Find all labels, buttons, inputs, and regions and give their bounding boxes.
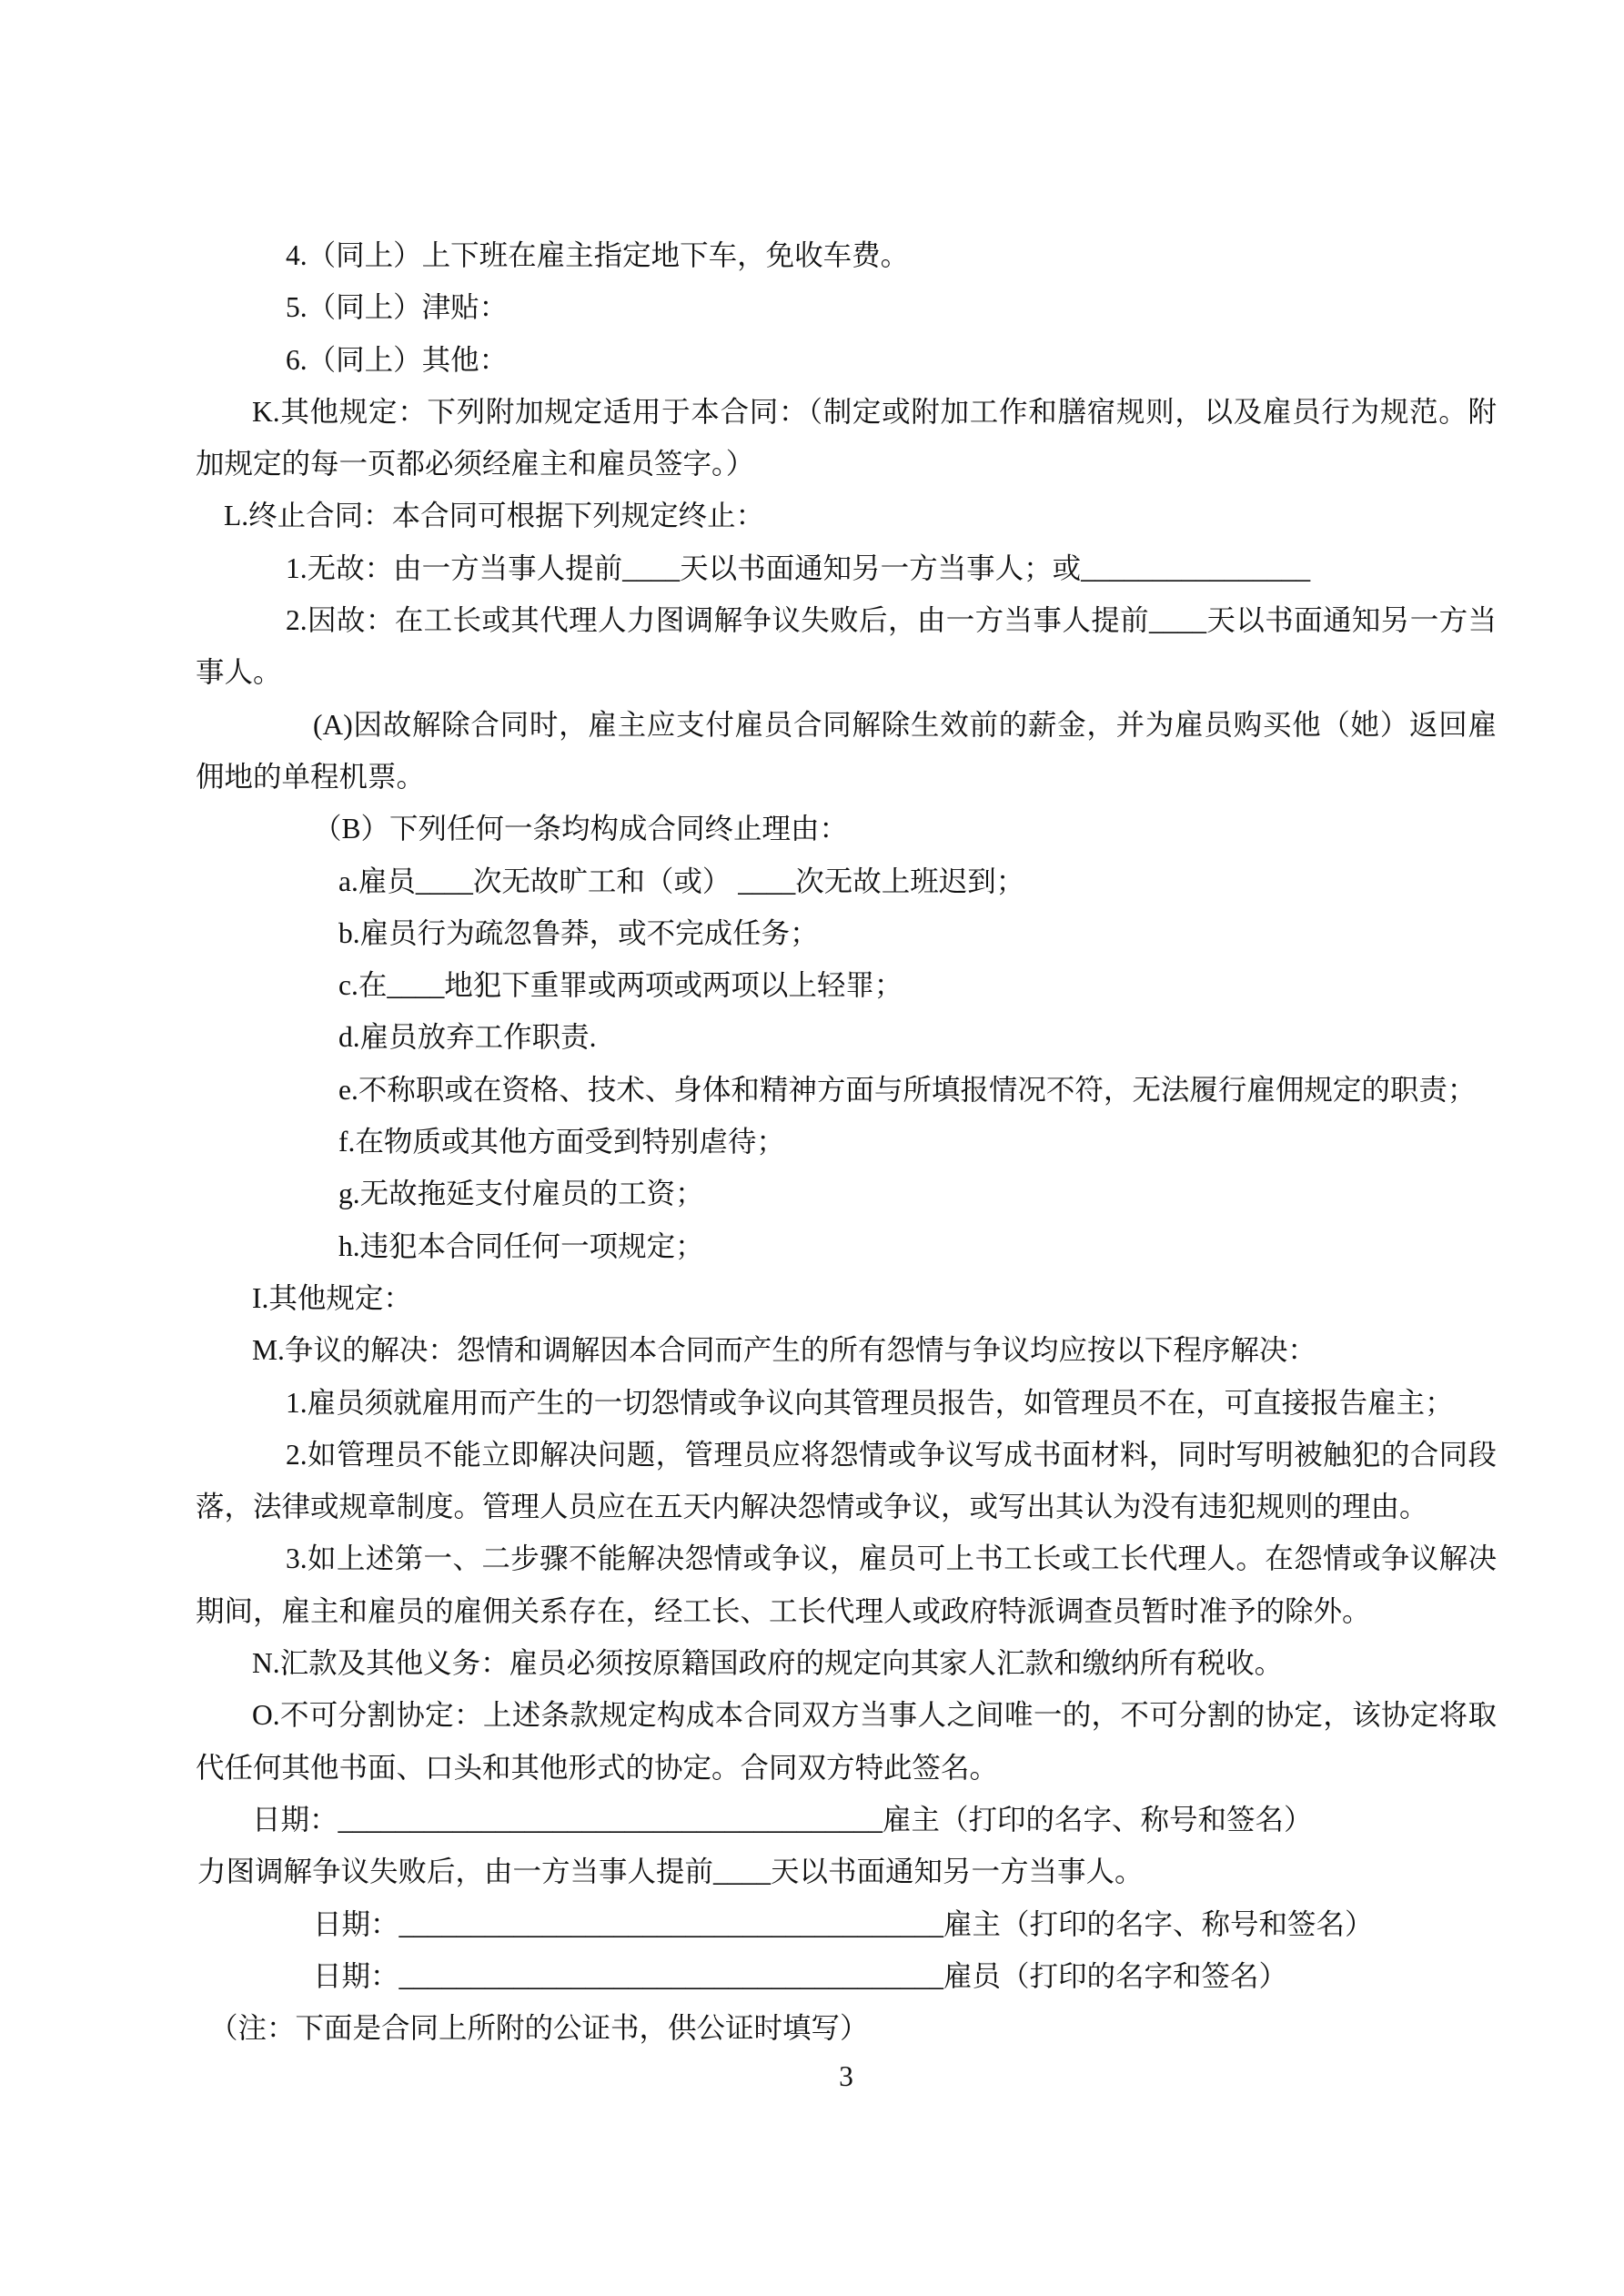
mediation-fragment: 力图调解争议失败后，由一方当事人提前____天以书面通知另一方当事人。 xyxy=(197,1856,1144,1888)
clause-m3-escalate: 3.如上述第一、二步骤不能解决怨情或争议，雇员可上书工长或工长代理人。在怨情或争议解决期间，雇主和雇员的雇佣关系存在，经工长、工长代理人或政府特派调查员暂时准予的除外。 xyxy=(196,1542,1497,1627)
clause-l2-with-cause: 2.因故：在工长或其代理人力图调解争议失败后，由一方当事人提前____天以书面通知另一方当事人。 xyxy=(196,604,1497,689)
termination-ground-c: c.在____地犯下重罪或两项或两项以上轻罪； xyxy=(338,969,903,1002)
signature-date-employee: 日期：______________________________________雇员（打印的名字和签名） xyxy=(313,1959,1288,1992)
termination-ground-d: d.雇员放弃工作职责. xyxy=(338,1021,597,1054)
termination-ground-b: b.雇员行为疏忽鲁莽，或不完成任务； xyxy=(338,916,819,949)
clause-i-other: I.其他规定： xyxy=(252,1281,412,1314)
clause-l2a-severance: (A)因故解除合同时，雇主应支付雇员合同解除生效前的薪金，并为雇员购买他（她）返回雇佣地的单程机票。 xyxy=(196,708,1497,793)
clause-5-allowance: 5.（同上）津贴： xyxy=(286,291,509,324)
clause-n-remittance: N.汇款及其他义务：雇员必须按原籍国政府的规定向其家人汇款和缴纳所有税收。 xyxy=(252,1647,1284,1680)
contract-body xyxy=(196,229,1497,2054)
termination-ground-h: h.违犯本合同任何一项规定； xyxy=(338,1229,704,1262)
notary-note: （注：下面是合同上所附的公证书，供公证时填写） xyxy=(209,2012,869,2045)
clause-o-entire-agreement: O.不可分割协定：上述条款规定构成本合同双方当事人之间唯一的，不可分割的协定，该协定将取代任何其他书面、口头和其他形式的协定。合同双方特此签名。 xyxy=(196,1699,1497,1784)
termination-ground-g: g.无故拖延支付雇员的工资； xyxy=(338,1178,704,1210)
clause-m2-written: 2.如管理员不能立即解决问题，管理员应将怨情或争议写成书面材料，同时写明被触犯的合同段落，法律或规章制度。管理人员应在五天内解决怨情或争议，或写出其认为没有违犯规则的理由。 xyxy=(196,1438,1497,1523)
clause-l-termination: L.终止合同：本合同可根据下列规定终止： xyxy=(224,500,765,532)
clause-m-disputes: M.争议的解决：怨情和调解因本合同而产生的所有怨情与争议均应按以下程序解决： xyxy=(252,1334,1316,1367)
termination-ground-f: f.在物质或其他方面受到特别虐待； xyxy=(338,1126,785,1158)
signature-date-employer-1: 日期：______________________________________雇主（打印的名字、称号和签名） xyxy=(252,1803,1313,1836)
termination-ground-a: a.雇员____次无故旷工和（或） ____次无故上班迟到； xyxy=(338,865,1025,897)
page-number: 3 xyxy=(839,2060,853,2092)
clause-6-other: 6.（同上）其他： xyxy=(286,343,509,376)
clause-m1-report: 1.雇员须就雇用而产生的一切怨情或争议向其管理员报告，如管理员不在，可直接报告雇主； xyxy=(286,1386,1454,1419)
termination-ground-e: e.不称职或在资格、技术、身体和精神方面与所填报情况不符，无法履行雇佣规定的职责； xyxy=(338,1073,1477,1106)
clause-k-other-rules: K.其他规定：下列附加规定适用于本合同：（制定或附加工作和膳宿规则，以及雇员行为规范。附加规定的每一页都必须经雇主和雇员签字。） xyxy=(196,395,1497,480)
clause-l2b-grounds: （B）下列任何一条均构成合同终止理由： xyxy=(313,813,849,845)
clause-4-transport: 4.（同上）上下班在雇主指定地下车，免收车费。 xyxy=(286,239,910,271)
clause-l1-without-cause: 1.无故：由一方当事人提前____天以书面通知另一方当事人；或________________ xyxy=(286,551,1311,584)
signature-date-employer-2: 日期：______________________________________雇主（打印的名字、称号和签名） xyxy=(313,1907,1374,1940)
